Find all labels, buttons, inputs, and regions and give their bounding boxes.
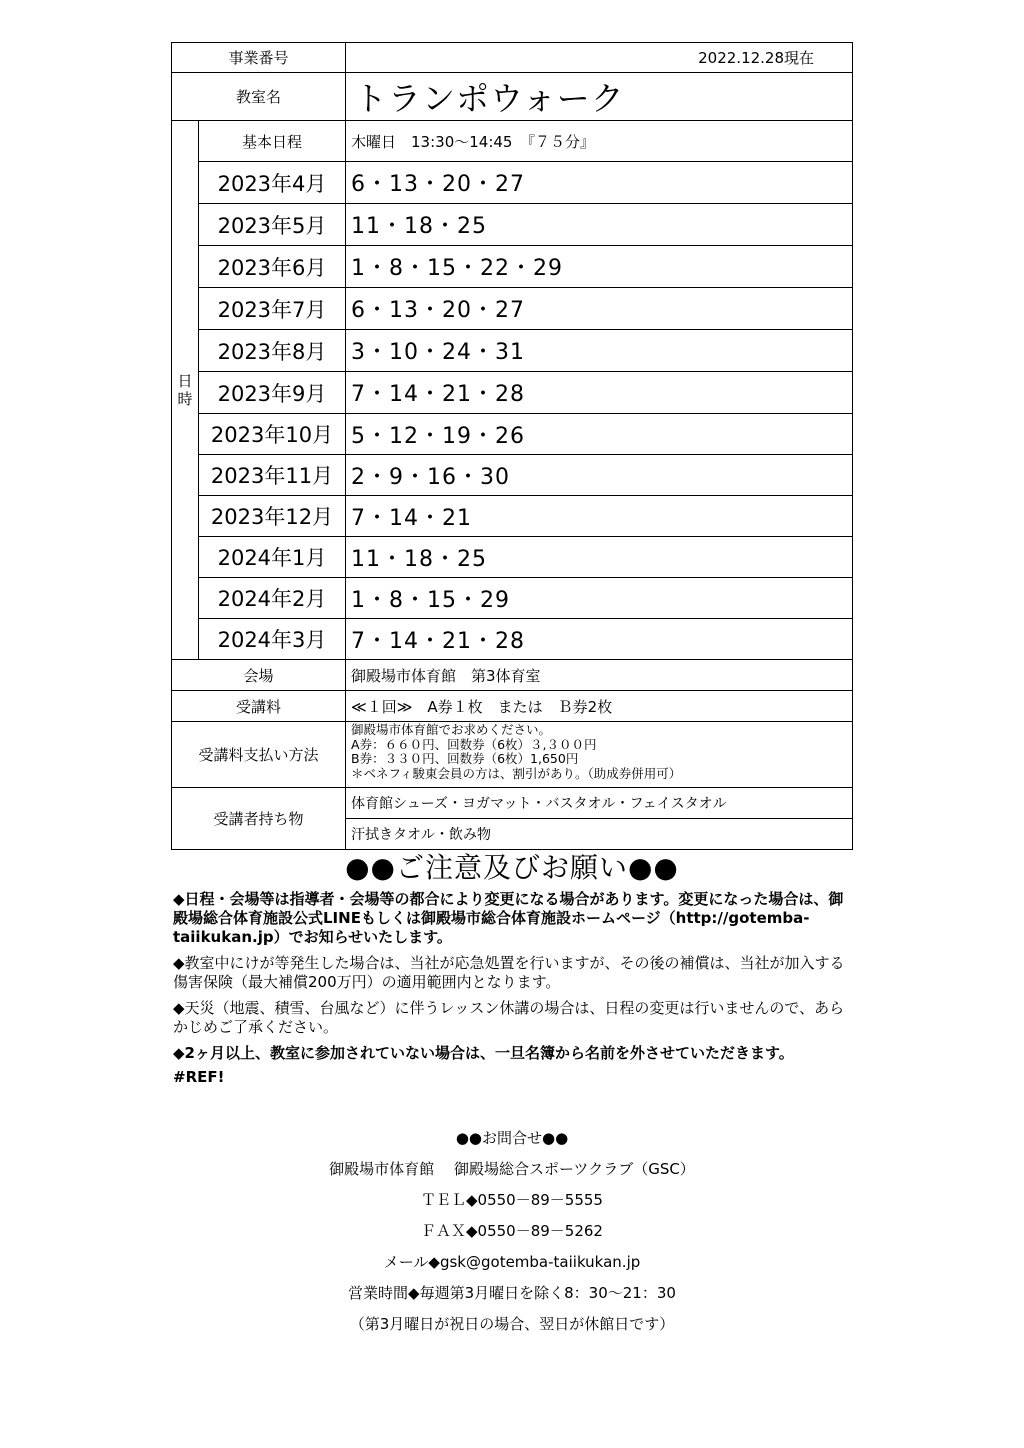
venue-label: 会場: [172, 660, 346, 691]
month-label: 2023年6月: [199, 246, 346, 288]
month-days: 6・13・20・27: [346, 162, 853, 204]
ref-error-text: #REF!: [173, 1068, 225, 1086]
month-label: 2023年12月: [199, 496, 346, 537]
contact-fax: ＦＡＸ◆0550－89－5262: [421, 1222, 603, 1240]
month-row: [172, 288, 853, 330]
business-number-label: 事業番号: [172, 43, 346, 73]
contact-hours: 営業時間◆毎週第3月曜日を除く8：30～21：30: [348, 1284, 676, 1302]
contact-tel: ＴＥＬ◆0550－89－5555: [421, 1191, 603, 1209]
month-row: [172, 578, 853, 619]
month-row: [172, 162, 853, 204]
belongings-line-2: 汗拭きタオル・飲み物: [346, 819, 853, 850]
month-row: [172, 204, 853, 246]
month-days: 5・12・19・26: [346, 414, 853, 455]
contact-mail: メール◆gsk@gotemba-taiikukan.jp: [383, 1253, 641, 1271]
basic-schedule-value: 木曜日 13:30～14:45 『７５分』: [346, 121, 853, 162]
month-days: 3・10・24・31: [346, 330, 853, 372]
contact-note: （第3月曜日が祝日の場合、翌日が休館日です）: [349, 1315, 675, 1333]
month-days: 7・14・21・28: [346, 372, 853, 414]
payment-line: A券：６６０円、回数券（6枚）３,３００円: [351, 736, 597, 752]
month-days: 7・14・21: [346, 496, 853, 537]
month-label: 2024年3月: [199, 619, 346, 660]
month-row: [172, 496, 853, 537]
month-label: 2023年11月: [199, 455, 346, 496]
payment-line: ＊ベネフィ駿東会員の方は、割引があり。（助成券併用可）: [351, 765, 682, 781]
venue-value: 御殿場市体育館 第3体育室: [346, 660, 853, 691]
contact-heading: ●●お問合せ●●: [455, 1129, 569, 1147]
contact-section: [0, 1123, 1024, 1340]
month-days: 6・13・20・27: [346, 288, 853, 330]
notice-item: ◆教室中にけが等発生した場合は、当社が応急処置を行いますが、その後の補償は、当社が加入する傷害保険（最大補償200万円）の適用範囲内となります。: [173, 954, 845, 991]
notice-list: [173, 890, 853, 1086]
month-days: 2・9・16・30: [346, 455, 853, 496]
month-days: 11・18・25: [346, 204, 853, 246]
basic-schedule-label: 基本日程: [199, 121, 346, 162]
payment-line: B券：３３０円、回数券（6枚）1,650円: [351, 751, 579, 766]
month-label: 2023年10月: [199, 414, 346, 455]
month-days: 1・8・15・22・29: [346, 246, 853, 288]
month-row: [172, 414, 853, 455]
payment-label: 受講料支払い方法: [172, 722, 346, 788]
contact-org: 御殿場市体育館 御殿場総合スポーツクラブ（GSC）: [329, 1160, 695, 1178]
belongings-line-1: 体育館シューズ・ヨガマット・バスタオル・フェイスタオル: [346, 788, 853, 819]
notice-item: ◆天災（地震、積雪、台風など）に伴うレッスン休講の場合は、日程の変更は行いませんので、あらかじめご了承ください。: [173, 999, 845, 1036]
schedule-table: [171, 42, 853, 850]
month-row: [172, 246, 853, 288]
month-days: 7・14・21・28: [346, 619, 853, 660]
fee-value: ≪１回≫ A券１枚 または Ｂ券2枚: [346, 691, 853, 722]
payment-details: [346, 722, 853, 788]
month-row: [172, 330, 853, 372]
class-name-label: 教室名: [172, 73, 346, 121]
month-row: [172, 372, 853, 414]
notice-item: ◆日程・会場等は指導者・会場等の都合により変更になる場合があります。変更になった場合は、御殿場総合体育施設公式LINEもしくは御殿場市総合体育施設ホームページ（http://gotemba-taiikukan.jp）でお知らせいたします。: [173, 890, 844, 946]
month-label: 2023年8月: [199, 330, 346, 372]
month-row: [172, 455, 853, 496]
month-days: 1・8・15・29: [346, 578, 853, 619]
month-label: 2024年1月: [199, 537, 346, 578]
schedule-side-label: 日時: [172, 121, 199, 660]
payment-line: 御殿場市体育館でお求めください。: [351, 722, 552, 737]
month-days: 11・18・25: [346, 537, 853, 578]
as-of-date: 2022.12.28現在: [346, 43, 853, 73]
month-label: 2023年7月: [199, 288, 346, 330]
month-label: 2023年4月: [199, 162, 346, 204]
notice-heading: ●●ご注意及びお願い●●: [345, 851, 679, 884]
fee-label: 受講料: [172, 691, 346, 722]
month-label: 2023年9月: [199, 372, 346, 414]
month-row: [172, 619, 853, 660]
month-row: [172, 537, 853, 578]
belongings-label: 受講者持ち物: [172, 788, 346, 850]
notice-item: ◆2ヶ月以上、教室に参加されていない場合は、一旦名簿から名前を外させていただきます。: [173, 1044, 794, 1062]
month-label: 2023年5月: [199, 204, 346, 246]
month-label: 2024年2月: [199, 578, 346, 619]
class-name: トランポウォーク: [346, 73, 853, 121]
